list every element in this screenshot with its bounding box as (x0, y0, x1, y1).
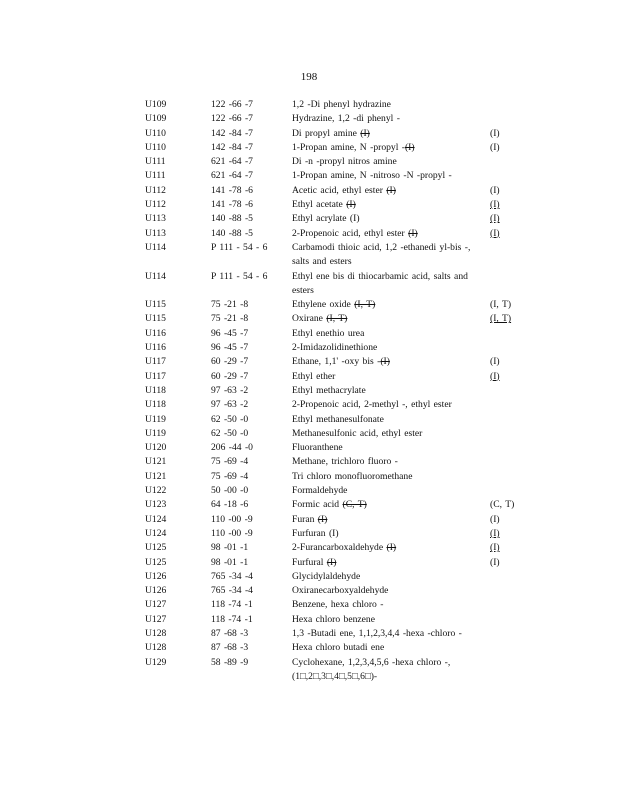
table-row (145, 498, 535, 512)
cas-number: 110 -00 -9 (211, 527, 253, 539)
waste-code: U121 (145, 456, 167, 468)
chemical-name-cell (292, 641, 490, 655)
waste-code: U109 (145, 113, 167, 125)
table-row (145, 427, 535, 441)
chemical-name-cell (292, 427, 490, 441)
chemical-name: Benzene, hexa chloro - (292, 599, 384, 611)
chemical-name: Di -n -propyl nitros amine (292, 156, 397, 168)
chemical-name-cell (292, 513, 490, 527)
chemical-name-cell (292, 441, 490, 455)
chemical-name: Oxirane (292, 313, 327, 325)
table-row (145, 155, 535, 169)
waste-code: U128 (145, 642, 167, 654)
waste-code: U125 (145, 542, 167, 554)
cas-number: 118 -74 -1 (211, 613, 253, 625)
cas-number: 97 -63 -2 (211, 399, 249, 411)
waste-code: U115 (145, 299, 166, 311)
table-row (145, 384, 535, 398)
hazard-code-value: (I) (490, 513, 500, 525)
chemical-name: Carbamodi thioic acid, 1,2 -ethanedi yl-bis -, salts and esters (292, 241, 471, 268)
chemical-name: Ethyl methanesulfonate (292, 413, 384, 425)
chemical-name-cell (292, 398, 490, 412)
hazard-code (490, 598, 535, 612)
hazard-code-value: (I) (490, 213, 500, 225)
struck-hazard-code: (I) (346, 199, 356, 211)
chemical-name: 2-Propenoic acid, ethyl ester (292, 227, 409, 239)
chemical-name: Methanesulfonic acid, ethyl ester (292, 427, 423, 439)
cas-number: 58 -89 -9 (211, 656, 249, 668)
table-row (145, 513, 535, 527)
hazard-code (490, 141, 535, 155)
hazard-code-value: (I) (490, 127, 500, 139)
table-row (145, 584, 535, 598)
table-row (145, 127, 535, 141)
hazard-code (490, 112, 535, 126)
chemical-name-cell (292, 584, 490, 598)
struck-hazard-code: (I, T) (326, 313, 348, 325)
chemical-name-cell (292, 413, 490, 427)
table-row (145, 413, 535, 427)
hazard-code (490, 613, 535, 627)
chemical-name-cell (292, 155, 490, 169)
waste-code: U127 (145, 613, 167, 625)
waste-code: U129 (145, 656, 167, 668)
chemical-name: Cyclohexane, 1,2,3,4,5,6 -hexa chloro -, (1□,2□,3□,4□,5□,6□)- (292, 656, 451, 682)
waste-code: U112 (145, 199, 166, 211)
table-row (145, 656, 535, 685)
waste-code: U116 (145, 342, 166, 354)
cas-number: 98 -01 -1 (211, 556, 249, 568)
table-row (145, 169, 535, 183)
chemical-name-cell (292, 527, 490, 541)
table-row (145, 298, 535, 312)
chemical-name: 1-Propan amine, N -nitroso -N -propyl - (292, 170, 452, 182)
hazard-code (490, 413, 535, 427)
table-row (145, 598, 535, 612)
table-row (145, 355, 535, 369)
struck-hazard-code: (I) (404, 141, 415, 153)
chemical-name-cell (292, 355, 490, 369)
waste-code: U120 (145, 442, 167, 454)
hazard-code (490, 656, 535, 685)
hazard-code (490, 241, 535, 270)
cas-number: 62 -50 -0 (211, 427, 249, 439)
table-row (145, 112, 535, 126)
table-row (145, 270, 535, 299)
chemical-name: Hydrazine, 1,2 -di phenyl - (292, 113, 400, 125)
hazard-code (490, 498, 535, 512)
chemical-name: 1-Propan amine, N -propyl - (292, 141, 405, 153)
waste-code: U128 (145, 627, 167, 639)
chemical-name-cell (292, 184, 490, 198)
struck-hazard-code: (I) (360, 127, 370, 139)
chemical-name: 2-Furancarboxaldehyde (292, 542, 387, 554)
chemical-name-cell (292, 227, 490, 241)
hazard-code (490, 513, 535, 527)
chemical-name-cell (292, 598, 490, 612)
table-row (145, 441, 535, 455)
hazardous-waste-table (145, 98, 535, 684)
waste-code: U124 (145, 527, 167, 539)
hazard-code (490, 384, 535, 398)
hazard-code-value: (I) (490, 184, 500, 196)
table-row (145, 98, 535, 112)
chemical-name: Ethyl methacrylate (292, 384, 366, 396)
chemical-name-cell (292, 613, 490, 627)
chemical-name: Tri chloro monofluoromethane (292, 470, 413, 482)
chemical-name-cell (292, 498, 490, 512)
chemical-name-cell (292, 270, 490, 299)
chemical-name: Furfuran (I) (292, 527, 339, 539)
chemical-name: Ethane, 1,1' -oxy bis - (292, 356, 381, 368)
hazard-code (490, 570, 535, 584)
hazard-code-value: (I, T) (490, 299, 512, 311)
chemical-name-cell (292, 312, 490, 326)
waste-code: U125 (145, 556, 167, 568)
table-row (145, 198, 535, 212)
struck-hazard-code: (I) (326, 556, 337, 568)
struck-hazard-code: (I) (386, 184, 396, 196)
waste-code: U117 (145, 356, 166, 368)
chemical-name-cell (292, 112, 490, 126)
cas-number: 118 -74 -1 (211, 599, 253, 611)
table-row (145, 527, 535, 541)
cas-number: 206 -44 -0 (211, 442, 253, 454)
hazard-code (490, 312, 535, 326)
waste-code: U121 (145, 470, 167, 482)
chemical-name-cell (292, 169, 490, 183)
cas-number: 140 -88 -5 (211, 227, 253, 239)
table-row (145, 212, 535, 226)
chemical-name-cell (292, 384, 490, 398)
hazard-code-value: (I, T) (490, 313, 512, 325)
hazard-code (490, 541, 535, 555)
cas-number: 141 -78 -6 (211, 184, 253, 196)
waste-code: U126 (145, 585, 167, 597)
table-row (145, 570, 535, 584)
hazard-code (490, 641, 535, 655)
cas-number: 110 -00 -9 (211, 513, 253, 525)
cas-number: 122 -66 -7 (211, 113, 253, 125)
page-number: 198 (300, 71, 318, 83)
table-row (145, 556, 535, 570)
chemical-name-cell (292, 370, 490, 384)
hazard-code-value: (I) (490, 556, 500, 568)
chemical-name-cell (292, 570, 490, 584)
chemical-name: Ethyl ene bis di thiocarbamic acid, salts and esters (292, 270, 468, 296)
chemical-name: Oxiranecarboxyaldehyde (292, 585, 389, 597)
chemical-name: 1,2 -Di phenyl hydrazine (292, 99, 391, 110)
table-row (145, 227, 535, 241)
waste-code: U116 (145, 327, 166, 339)
cas-number: 60 -29 -7 (211, 356, 249, 368)
struck-hazard-code: (I) (380, 356, 390, 368)
hazard-code (490, 427, 535, 441)
waste-code: U114 (145, 241, 166, 253)
hazard-code (490, 169, 535, 183)
table-row (145, 370, 535, 384)
chemical-name: Ethyl ether (292, 370, 336, 382)
chemical-name: Formic acid (292, 499, 343, 511)
chemical-name: 1,3 -Butadi ene, 1,1,2,3,4,4 -hexa -chloro - (292, 627, 462, 639)
hazard-code-value: (I) (490, 227, 500, 239)
cas-number: 142 -84 -7 (211, 127, 253, 139)
chemical-name: Ethylene oxide (292, 299, 355, 311)
cas-number: 60 -29 -7 (211, 370, 249, 382)
table-row (145, 327, 535, 341)
hazard-code (490, 484, 535, 498)
waste-code: U111 (145, 156, 166, 168)
waste-code: U126 (145, 570, 167, 582)
chemical-name-cell (292, 341, 490, 355)
chemical-name-cell (292, 484, 490, 498)
waste-code: U117 (145, 370, 166, 382)
cas-number: P 111 - 54 - 6 (211, 270, 268, 282)
hazard-code (490, 227, 535, 241)
hazard-code (490, 370, 535, 384)
cas-number: 621 -64 -7 (211, 170, 253, 182)
chemical-name: Ethyl enethio urea (292, 327, 365, 339)
waste-code: U112 (145, 184, 166, 196)
hazard-code-value: (I) (490, 370, 500, 382)
cas-number: 64 -18 -6 (211, 499, 249, 511)
chemical-name-cell (292, 627, 490, 641)
chemical-name-cell (292, 98, 490, 112)
hazard-code (490, 184, 535, 198)
hazard-code-value: (I) (490, 199, 500, 211)
chemical-name: Ethyl acrylate (I) (292, 213, 360, 225)
chemical-name: Fluoranthene (292, 442, 343, 454)
struck-hazard-code: (I) (386, 542, 397, 554)
table-row (145, 470, 535, 484)
chemical-name: Di propyl amine (292, 127, 361, 139)
chemical-name-cell (292, 127, 490, 141)
table-row (145, 398, 535, 412)
waste-code: U119 (145, 427, 166, 439)
waste-code: U109 (145, 99, 167, 110)
hazard-code-value: (I) (490, 527, 500, 539)
table-row (145, 455, 535, 469)
hazard-code (490, 556, 535, 570)
chemical-name-cell (292, 470, 490, 484)
cas-number: 50 -00 -0 (211, 485, 249, 497)
chemical-name: Ethyl acetate (292, 199, 347, 211)
hazard-code (490, 327, 535, 341)
waste-code: U110 (145, 127, 166, 139)
struck-hazard-code: (I, T) (354, 299, 376, 311)
chemical-name: Hexa chloro butadi ene (292, 642, 385, 654)
hazard-code (490, 270, 535, 299)
cas-number: 87 -68 -3 (211, 642, 249, 654)
hazard-code (490, 98, 535, 112)
waste-code: U113 (145, 213, 166, 225)
table-row (145, 541, 535, 555)
hazard-code (490, 455, 535, 469)
chemical-name-cell (292, 241, 490, 270)
cas-number: 75 -69 -4 (211, 470, 249, 482)
cas-number: 97 -63 -2 (211, 384, 249, 396)
cas-number: 141 -78 -6 (211, 199, 253, 211)
cas-number: 62 -50 -0 (211, 413, 249, 425)
hazard-code (490, 470, 535, 484)
hazard-code (490, 355, 535, 369)
cas-number: 140 -88 -5 (211, 213, 253, 225)
hazard-code (490, 155, 535, 169)
chemical-name-cell (292, 198, 490, 212)
cas-number: 765 -34 -4 (211, 570, 253, 582)
chemical-name-cell (292, 541, 490, 555)
table-row (145, 341, 535, 355)
table-row (145, 484, 535, 498)
chemical-name-cell (292, 327, 490, 341)
hazard-code (490, 441, 535, 455)
waste-code: U114 (145, 270, 166, 282)
hazard-code (490, 398, 535, 412)
waste-code: U115 (145, 313, 166, 325)
struck-hazard-code: (I) (317, 513, 328, 525)
hazard-code-value: (I) (490, 141, 500, 153)
hazard-code (490, 627, 535, 641)
chemical-name: Furfural (292, 556, 327, 568)
table-row (145, 184, 535, 198)
waste-code: U110 (145, 141, 166, 153)
hazard-code (490, 127, 535, 141)
waste-code: U119 (145, 413, 166, 425)
chemical-name: Formaldehyde (292, 485, 348, 497)
waste-code: U118 (145, 384, 166, 396)
cas-number: 122 -66 -7 (211, 99, 253, 110)
waste-code: U111 (145, 170, 166, 182)
hazard-code-value: (I) (490, 542, 500, 554)
hazard-code-value: (C, T) (490, 499, 515, 511)
chemical-name-cell (292, 212, 490, 226)
table-row (145, 241, 535, 270)
chemical-name: 2-Propenoic acid, 2-methyl -, ethyl ester (292, 399, 452, 411)
cas-number: P 111 - 54 - 6 (211, 241, 268, 253)
table-row (145, 641, 535, 655)
chemical-name: 2-Imidazolidinethione (292, 342, 378, 354)
cas-number: 98 -01 -1 (211, 542, 249, 554)
table-row (145, 613, 535, 627)
chemical-name: Hexa chloro benzene (292, 613, 375, 625)
hazard-code (490, 212, 535, 226)
struck-hazard-code: (I) (408, 227, 418, 239)
cas-number: 87 -68 -3 (211, 627, 249, 639)
cas-number: 621 -64 -7 (211, 156, 253, 168)
struck-hazard-code: (C, T) (342, 499, 367, 511)
chemical-name: Acetic acid, ethyl ester (292, 184, 387, 196)
waste-code: U122 (145, 485, 167, 497)
chemical-name: Glycidylaldehyde (292, 570, 361, 582)
cas-number: 75 -21 -8 (211, 299, 249, 311)
chemical-name: Methane, trichloro fluoro - (292, 456, 398, 468)
chemical-name-cell (292, 141, 490, 155)
table-row (145, 312, 535, 326)
hazard-code (490, 527, 535, 541)
cas-number: 96 -45 -7 (211, 342, 249, 354)
chemical-name: Furan (292, 513, 318, 525)
waste-code: U127 (145, 599, 167, 611)
cas-number: 75 -21 -8 (211, 313, 249, 325)
waste-code: U123 (145, 499, 167, 511)
table-row (145, 627, 535, 641)
cas-number: 75 -69 -4 (211, 456, 249, 468)
hazard-code (490, 341, 535, 355)
chemical-name-cell (292, 656, 490, 685)
hazard-code (490, 584, 535, 598)
table-row (145, 141, 535, 155)
chemical-name-cell (292, 455, 490, 469)
hazard-code (490, 298, 535, 312)
chemical-name-cell (292, 298, 490, 312)
cas-number: 96 -45 -7 (211, 327, 249, 339)
cas-number: 765 -34 -4 (211, 585, 253, 597)
hazard-code (490, 198, 535, 212)
chemical-name-cell (292, 556, 490, 570)
waste-code: U124 (145, 513, 167, 525)
waste-code: U113 (145, 227, 166, 239)
waste-code: U118 (145, 399, 166, 411)
cas-number: 142 -84 -7 (211, 141, 253, 153)
hazard-code-value: (I) (490, 356, 500, 368)
